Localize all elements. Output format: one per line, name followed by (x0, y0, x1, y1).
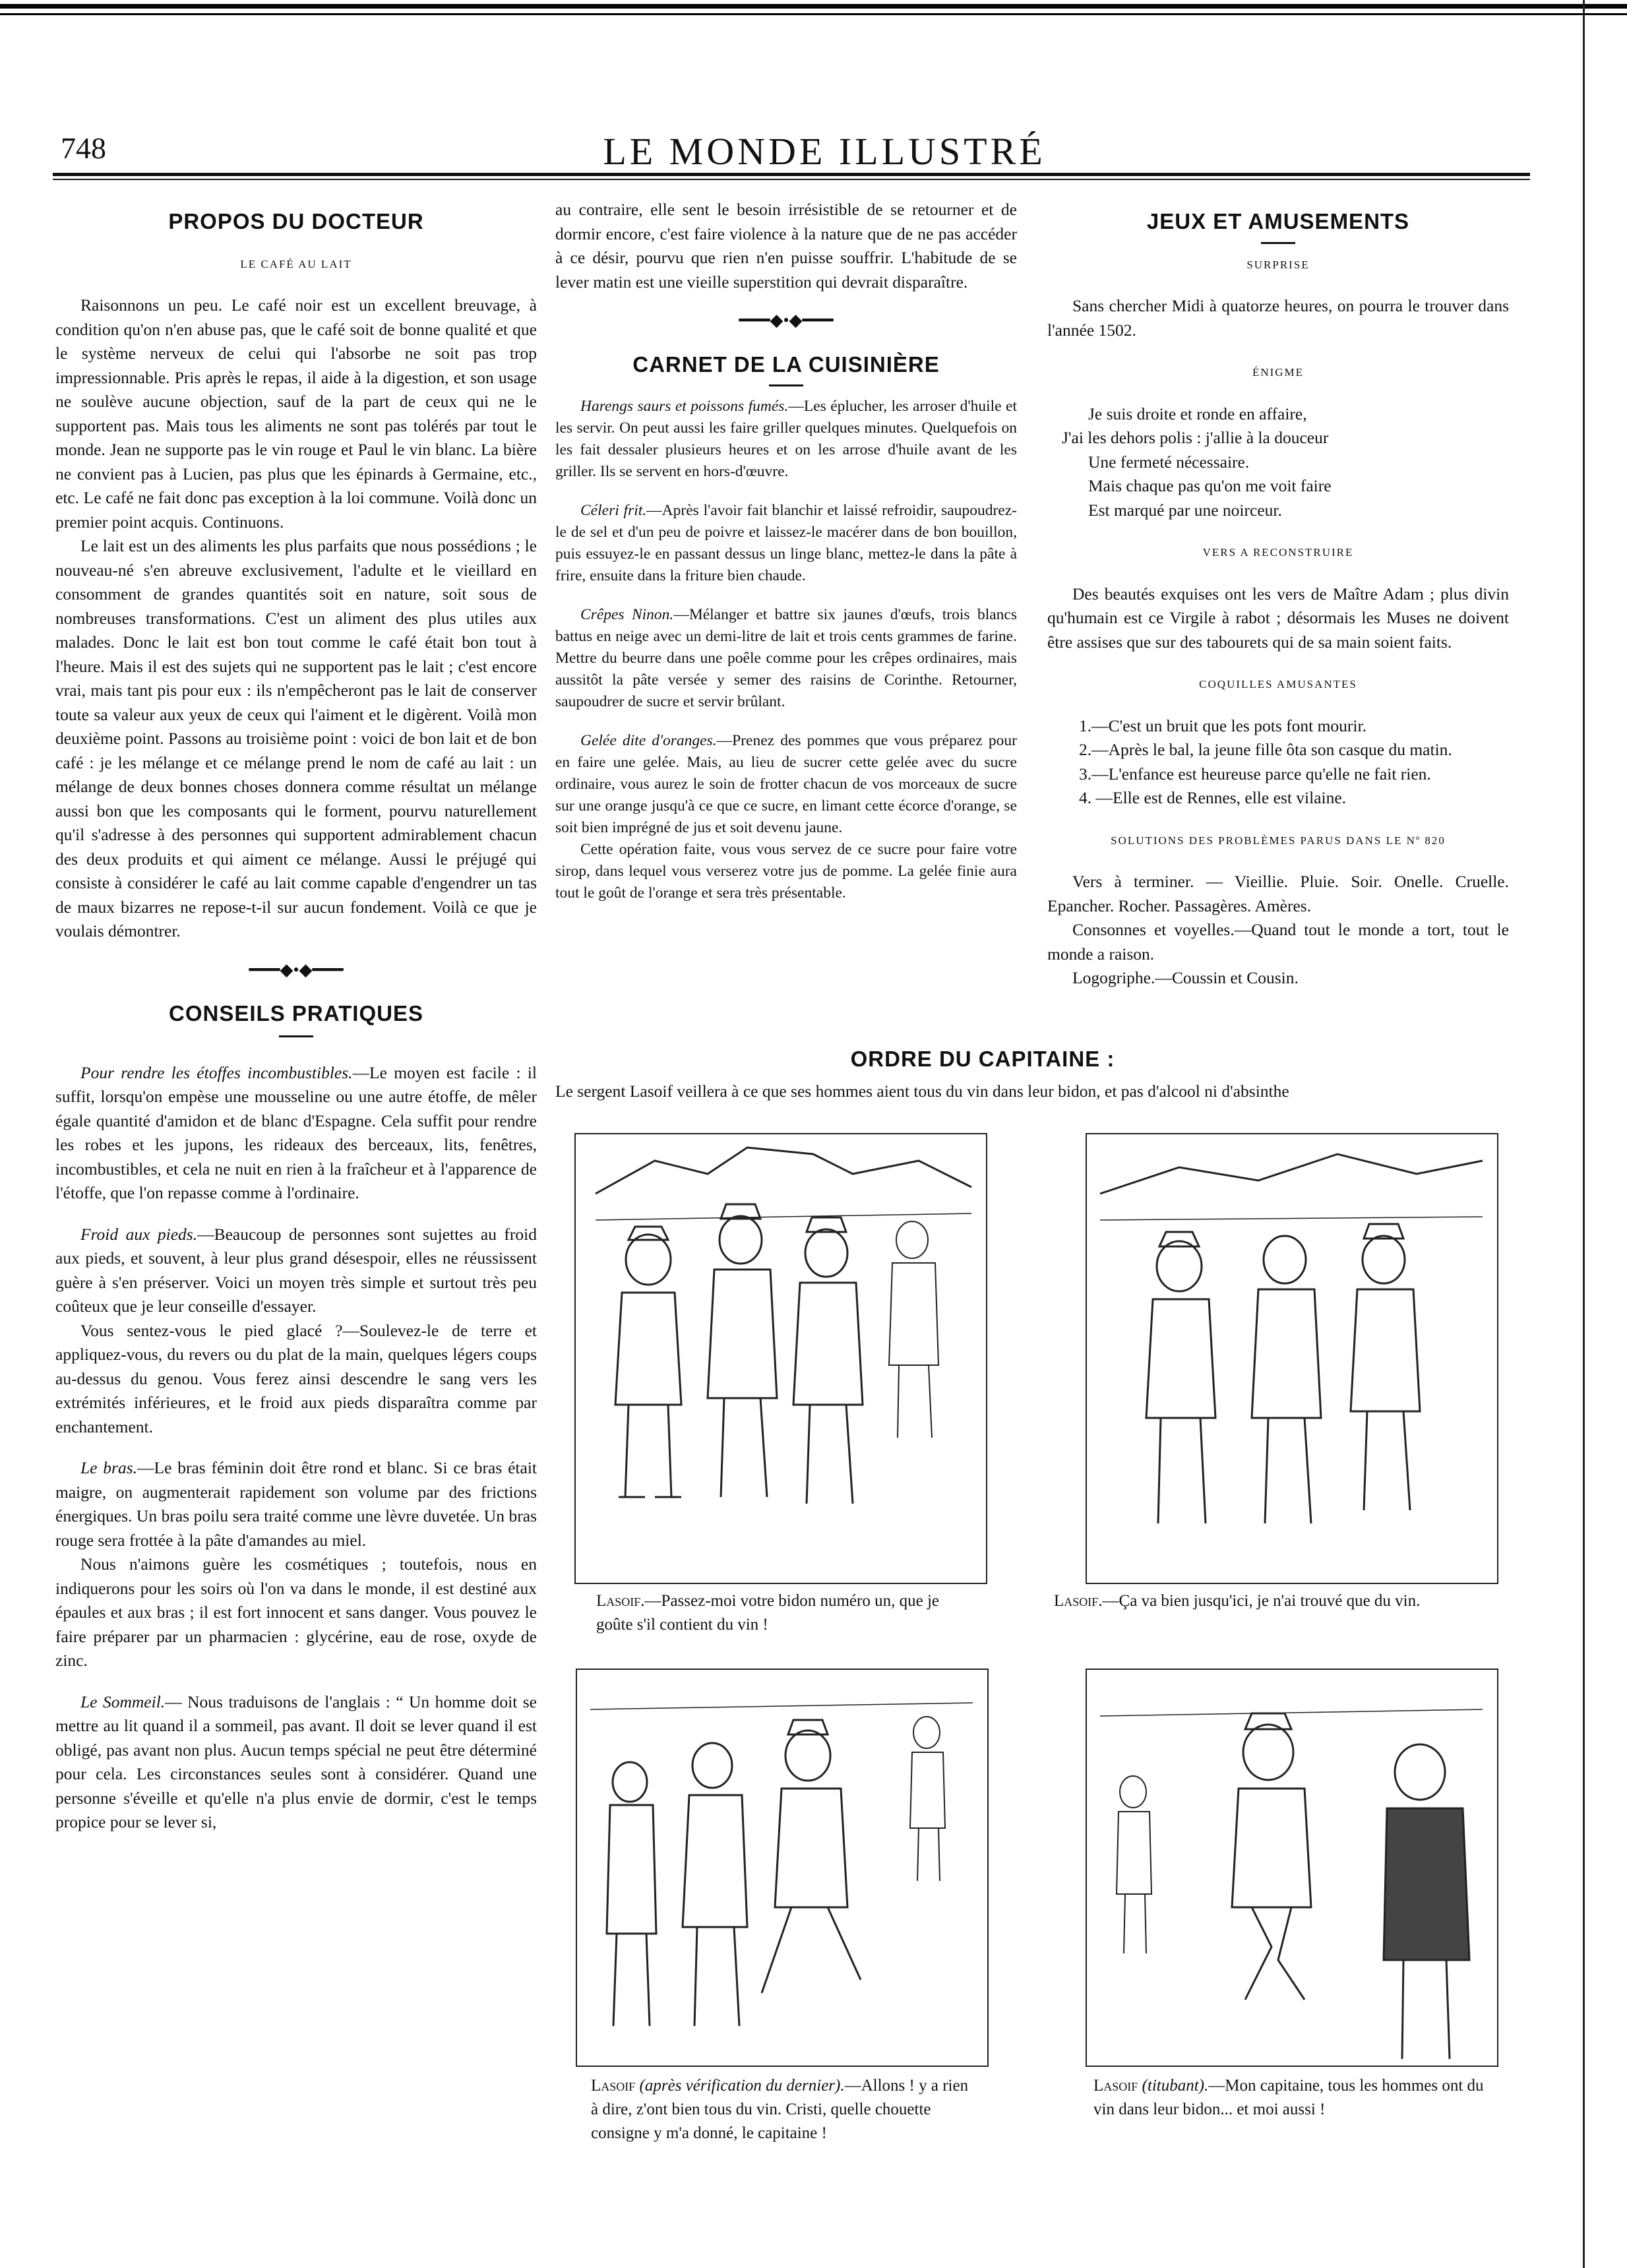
caption-3 (591, 2074, 973, 2145)
conseils-title: CONSEILS PRATIQUES (169, 1001, 423, 1026)
recipe-lead: Céleri frit. (580, 502, 647, 519)
verse-line: J'ai les dehors polis : j'allie à la douceur (1062, 428, 1329, 447)
solution-text: Logogriphe.—Coussin et Cousin. (1072, 968, 1299, 987)
jeux-title: JEUX ET AMUSEMENTS (1146, 209, 1410, 233)
verse-line: Mais chaque pas qu'on me voit faire (1088, 476, 1332, 495)
column-2 (555, 198, 1017, 904)
enigme-subtitle: ÉNIGME (1252, 366, 1305, 379)
conseil-text: —Beaucoup de personnes sont sujettes au froid aux pieds, et souvent, à leur plus grand désespoir, elles ne réussissent guère à s'en préserver. Voici un moyen très simple et surtout très peu coûteux que je leur conseille d'essayer. (55, 1224, 537, 1316)
ordre-title: ORDRE DU CAPITAINE : (850, 1047, 1115, 1071)
list-item: 3.—L'enfance est heureuse parce qu'elle ne fait rien. (1079, 764, 1431, 783)
verse-line: Je suis droite et ronde en affaire, (1088, 404, 1307, 423)
recipe-item (555, 396, 1017, 483)
conseil-item (55, 1690, 537, 1835)
recipe-text: —Mélanger et battre six jaunes d'œufs, trois blancs battus en neige avec un demi-litre de lait et trois cents grammes de farine. Mettre du beurre dans une poêle comme pour les crêpes ordinaires, mais aussitôt la pâte versée y semer des raisins de Corinthe. Retourner, saupoudrer de sucre et servir brûlant. (555, 606, 1017, 710)
soldiers-drawing (1087, 1134, 1497, 1583)
recipe-text: —Les éplucher, les arroser d'huile et les servir. On peut aussi les faire griller quelques minutes. Quelquefois on les fait dessaler plusieurs heures et on les arrose d'huile avant de les griller. Ils se servent en hors-d'œuvre. (555, 398, 1018, 480)
verse-line: Est marqué par une noirceur. (1088, 500, 1282, 520)
recipe-item (555, 604, 1017, 713)
caption-text: —Passez-moi votre bidon numéro un, que je goûte s'il contient du vin ! (596, 1592, 939, 1634)
conseil-text: —Le moyen est facile : il suffit, lorsqu'on empèse une mousseline ou une autre étoffe, de mêler égale quantité d'amidon et de blanc d'Espagne. Cela suffit pour rendre les robes et les jupons, les rideaux des berceaux, lits, fenêtres, incombustibles, et cela ne nuit en rien à la fraîcheur et à l'apparence de l'étoffe, que l'on repasse comme à l'ordinaire. (55, 1062, 537, 1202)
propos-subtitle: LE CAFÉ AU LAIT (240, 257, 352, 270)
caption-text: —Allons ! y a rien à dire, z'ont bien tous du vin. Cristi, quelle chouette consigne y m'a donné, le capitaine ! (591, 2077, 969, 2142)
caption-text: —Mon capitaine, tous les hommes ont du vin dans leur bidon... et moi aussi ! (1093, 2077, 1484, 2118)
ornament-divider: ━━━◆•◆━━━ (249, 960, 344, 979)
column-3 (1047, 210, 1509, 991)
vers-text: Des beautés exquises ont les vers de Maître Adam ; plus divin qu'humain est ce Virgile à rabot ; désormais les Muses ne doivent être assises que sur des tabourets qui de sa main soient faits. (1047, 584, 1509, 652)
recipe-item (555, 500, 1017, 587)
vers-subtitle: VERS A RECONSTRUIRE (1202, 546, 1354, 559)
solution-text: Consonnes et voyelles.—Quand tout le monde a tort, tout le monde a raison. (1047, 920, 1509, 964)
caption-4 (1093, 2074, 1502, 2122)
caption-2 (1054, 1589, 1516, 1613)
caption-speaker: Lasoif (591, 2077, 636, 2095)
page-number: 748 (61, 131, 106, 165)
conseil-lead: Le Sommeil. (80, 1692, 166, 1711)
list-item: 1.—C'est un bruit que les pots font mourir. (1079, 716, 1366, 735)
conseil-paragraph: Nous n'aimons guère les cosmétiques ; toutefois, nous en indiquerons pour les soirs où l'on va dans le monde, il est destiné aux épaules et aux bras ; il est fort innocent et sans danger. Vous pouvez le faire préparer par un pharmacien : glycérine, eau de rose, oxyde de zinc. (55, 1554, 537, 1670)
title-underline (279, 1035, 313, 1037)
coquilles-list (1047, 714, 1509, 811)
cartoon-panel-4 (1086, 1669, 1498, 2067)
enigme-verse (1047, 402, 1509, 523)
surprise-subtitle: SURPRISE (1246, 258, 1310, 271)
conseil-lead: Le bras. (80, 1458, 138, 1477)
conseil-text: — Nous traduisons de l'anglais : “ Un homme doit se mettre au lit quand il a sommeil, pas avant. Il doit se lever quand il est obligé, pas avant non plus. Aucun temps spécial ne peut être déterminé pour cela. Les circonstances seules sont à considérer. Quand une personne s'éveille et qu'elle n'a plus envie de dormir, c'est le temps propice pour se lever si, (55, 1692, 537, 1831)
header-rule-thin (53, 179, 1530, 180)
header-rule-thick (53, 173, 1530, 176)
recipe-text: —Prenez des pommes que vous préparez pour en faire une gelée. Mais, au lieu de sucrer cette gelée avec du sucre ordinaire, vous aurez le soin de frotter chacun de vos morceaux de sucre sur une orange jusqu'à ce que ce sucre, en limant cette écorce d'orange, se soit bien imprégné de jus et soit devenu jaune. (555, 732, 1018, 836)
caption-speaker: Lasoif (1093, 2077, 1138, 2095)
solution-text: Vers à terminer. — Vieillie. Pluie. Soir. Onelle. Cruelle. Epancher. Rocher. Passagères. Amères. (1047, 872, 1509, 915)
propos-paragraph: Raisonnons un peu. Le café noir est un excellent breuvage, à condition qu'on n'en abuse pas, que le café soit de bonne qualité et que le système nerveux de celui qui l'absorbe ne soit pas trop impressionnable. Pris après le repas, il aide à la digestion, et son usage ne soulève aucune objection, sauf de la part de ceux qui ne le supportent pas. Mais tous les aliments ne sont pas tolérés par tout le monde. Jean ne supporte pas le vin rouge et Paul le vin blanc. La bière ne convient pas à Lucien, pas plus que les épinards à Germaine, etc., etc. Le café ne fait donc pas exception à la loi commune. Voilà donc un premier point acquis. Continuons. (55, 295, 537, 532)
recipe-item (555, 730, 1017, 839)
soldiers-drawing (576, 1134, 986, 1583)
caption-stage-direction: (titubant). (1142, 2077, 1209, 2095)
soldiers-drawing (1087, 1670, 1497, 2066)
soldiers-drawing (577, 1670, 987, 2066)
recipe-lead: Harengs saurs et poissons fumés. (580, 398, 789, 415)
recipe-lead: Gelée dite d'oranges. (580, 732, 717, 749)
caption-1 (596, 1589, 966, 1637)
cartoon-panel-1 (574, 1133, 987, 1584)
propos-paragraph: Le lait est un des aliments les plus parfaits que nous possédions ; le nouveau-né s'en abreuve exclusivement, l'adulte et le vieillard en consomment de grandes quantités soit en nature, soit sous de nombreuses transformations. C'est un aliment des plus utiles aux malades. Donc le lait est bon tout comme le café était bon tout à l'heure. Mais il est des sujets qui ne supportent pas le lait ; c'est encore vrai, mais tant pis pour eux : ils n'empêcheront pas le lait de conserver toute sa valeur aux yeux de ceux qui l'aiment et le digèrent. Voilà mon deuxième point. Passons au troisième point : voici de bon lait et de bon café : je les mélange et ce mélange prend le nom de café au lait : un mélange de deux bonnes choses donnera comme résultat un mélange aussi bon que les composants qui le forment, pourvu naturellement qu'il s'adresse à des personnes qui supportent admirablement chacun des deux produits et qui aiment ce mélange. Aussi le préjugé qui consiste à considérer le café au lait comme capable d'engendrer un tas de maux bizarres ne repose-t-il sur aucun fondement. Voilà ce que je voulais démontrer. (55, 536, 537, 940)
top-rule (0, 4, 1627, 9)
recipe-text: —Après l'avoir fait blanchir et laissé refroidir, saupoudrez-le de sel et d'un peu de poivre et laissez-le macérer dans de bon bouillon, puis essuyez-le en passant dessus un linge blanc, mettez-le dans la pâte à frire, ensuite dans la friture bien chaude. (555, 502, 1017, 584)
column-1 (55, 210, 537, 1835)
verse-line: Une fermeté nécessaire. (1088, 452, 1250, 472)
right-edge-line (1583, 0, 1585, 2268)
caption-stage-direction: (après vérification du dernier). (639, 2077, 845, 2095)
conseil-text: —Le bras féminin doit être rond et blanc. Si ce bras était maigre, on augmenterait rapidement son volume par des frictions énergiques. Un bras poilu sera traité comme une lèvre duvetée. Un bras rouge sera frottée à la pâte d'amandes au miel. (55, 1458, 537, 1550)
title-underline (1261, 242, 1295, 244)
ornament-divider: ━━━◆•◆━━━ (739, 311, 834, 330)
top-rule-thin (0, 13, 1627, 15)
surprise-text: Sans chercher Midi à quatorze heures, on pourra le trouver dans l'année 1502. (1047, 296, 1509, 340)
recipe-lead: Crêpes Ninon. (580, 606, 674, 623)
list-item: 2.—Après le bal, la jeune fille ôta son casque du matin. (1079, 740, 1452, 759)
conseil-lead: Froid aux pieds. (80, 1224, 198, 1244)
conseil-item (55, 1223, 537, 1319)
ordre-text: Le sergent Lasoif veillera à ce que ses hommes aient tous du vin dans leur bidon, et pas d'alcool ni d'absinthe (555, 1082, 1289, 1101)
caption-text: —Ça va bien jusqu'ici, je n'ai trouvé que du vin. (1102, 1592, 1421, 1610)
recipe-paragraph: Cette opération faite, vous vous servez de ce sucre pour faire votre sirop, dans lequel vous verserez votre jus de pomme. La gelée finie aura tout le goût de l'orange et sera très présentable. (555, 841, 1017, 902)
conseil-lead: Pour rendre les étoffes incombustibles. (80, 1062, 353, 1082)
carnet-title: CARNET DE LA CUISINIÈRE (632, 352, 940, 377)
conseil-item (55, 1456, 537, 1552)
propos-title: PROPOS DU DOCTEUR (168, 209, 424, 233)
list-item: 4. —Elle est de Rennes, elle est vilaine. (1079, 788, 1347, 807)
conseil-item (55, 1061, 537, 1206)
sommeil-continuation: au contraire, elle sent le besoin irrésistible de se retourner et de dormir encore, c'est faire violence à la nature que de ne pas accéder à ce désir, pourvu que rien n'en puisse souffrir. L'habitude de se lever matin est une vieille superstition qui devrait disparaître. (555, 200, 1017, 291)
masthead: LE MONDE ILLUSTRÉ (603, 130, 1046, 173)
caption-speaker: Lasoif. (596, 1592, 645, 1610)
conseil-paragraph: Vous sentez-vous le pied glacé ?—Soulevez-le de terre et appliquez-vous, du revers ou du plat de la main, quelques légers coups au-dessus du genou. Vous ferez ainsi descendre le sang vers les extrémités inférieures, et le froid aux pieds disparaîtra comme par enchantement. (55, 1320, 537, 1436)
cartoon-panel-3 (576, 1669, 989, 2067)
title-underline (769, 384, 803, 386)
coquilles-subtitle: COQUILLES AMUSANTES (1199, 678, 1357, 690)
solutions-subtitle: SOLUTIONS DES PROBLÈMES PARUS DANS LE Nº 820 (1111, 834, 1446, 847)
caption-speaker: Lasoif. (1054, 1592, 1103, 1610)
cartoon-panel-2 (1086, 1133, 1498, 1584)
